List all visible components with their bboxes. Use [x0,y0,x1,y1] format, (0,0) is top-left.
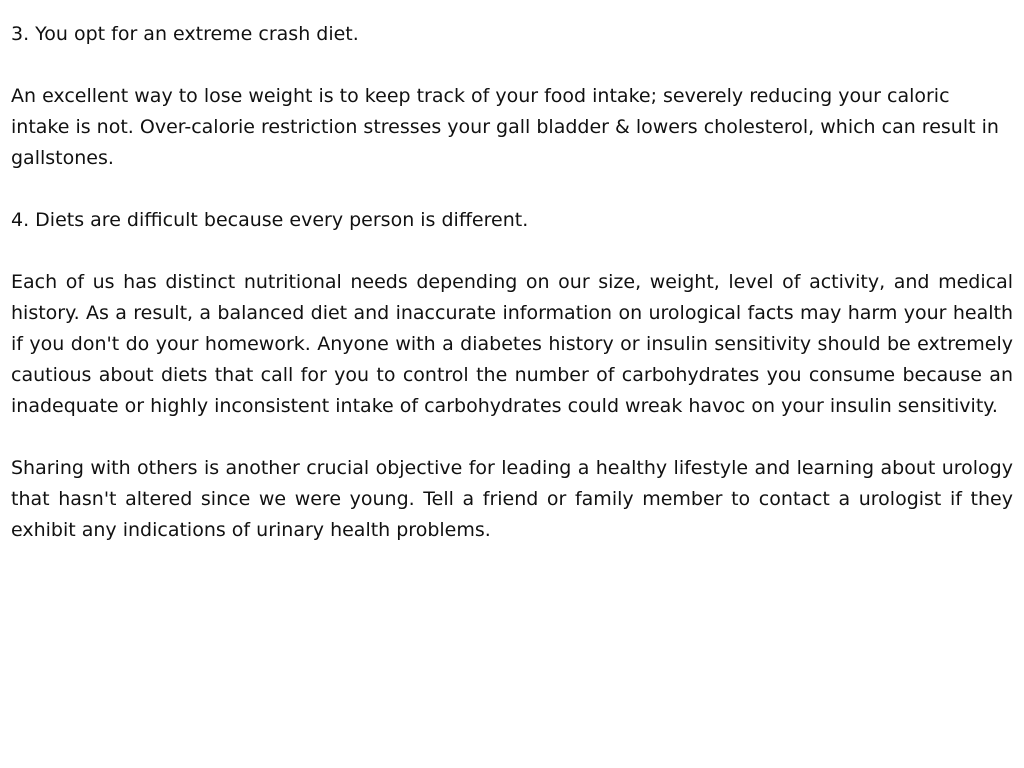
point-4-heading: 4. Diets are difficult because every person is different. [11,209,529,231]
point-3-body: An excellent way to lose weight is to keep track of your food intake; severely reducing your caloric intake is not. Over-calorie restriction stresses your gall bladder & lowers cholesterol, which can result in gallstones. [11,85,999,169]
closing-paragraph: Sharing with others is another crucial objective for leading a healthy lifestyle and learning about urology that hasn't altered since we were young. Tell a friend or family member to contact a urologist if they exhibit any indications of urinary health problems. [11,457,1013,541]
point-3-heading: 3. You opt for an extreme crash diet. [11,23,359,45]
document-slide [11,19,1013,577]
point-4-body: Each of us has distinct nutritional needs depending on our size, weight, level of activity, and medical history. As a result, a balanced diet and inaccurate information on urological facts may harm your health if you don't do your homework. Anyone with a diabetes history or insulin sensitivity should be extremely cautious about diets that call for you to control the number of carbohydrates you consume because an inadequate or highly inconsistent intake of carbohydrates could wreak havoc on your insulin sensitivity. [11,271,1013,417]
